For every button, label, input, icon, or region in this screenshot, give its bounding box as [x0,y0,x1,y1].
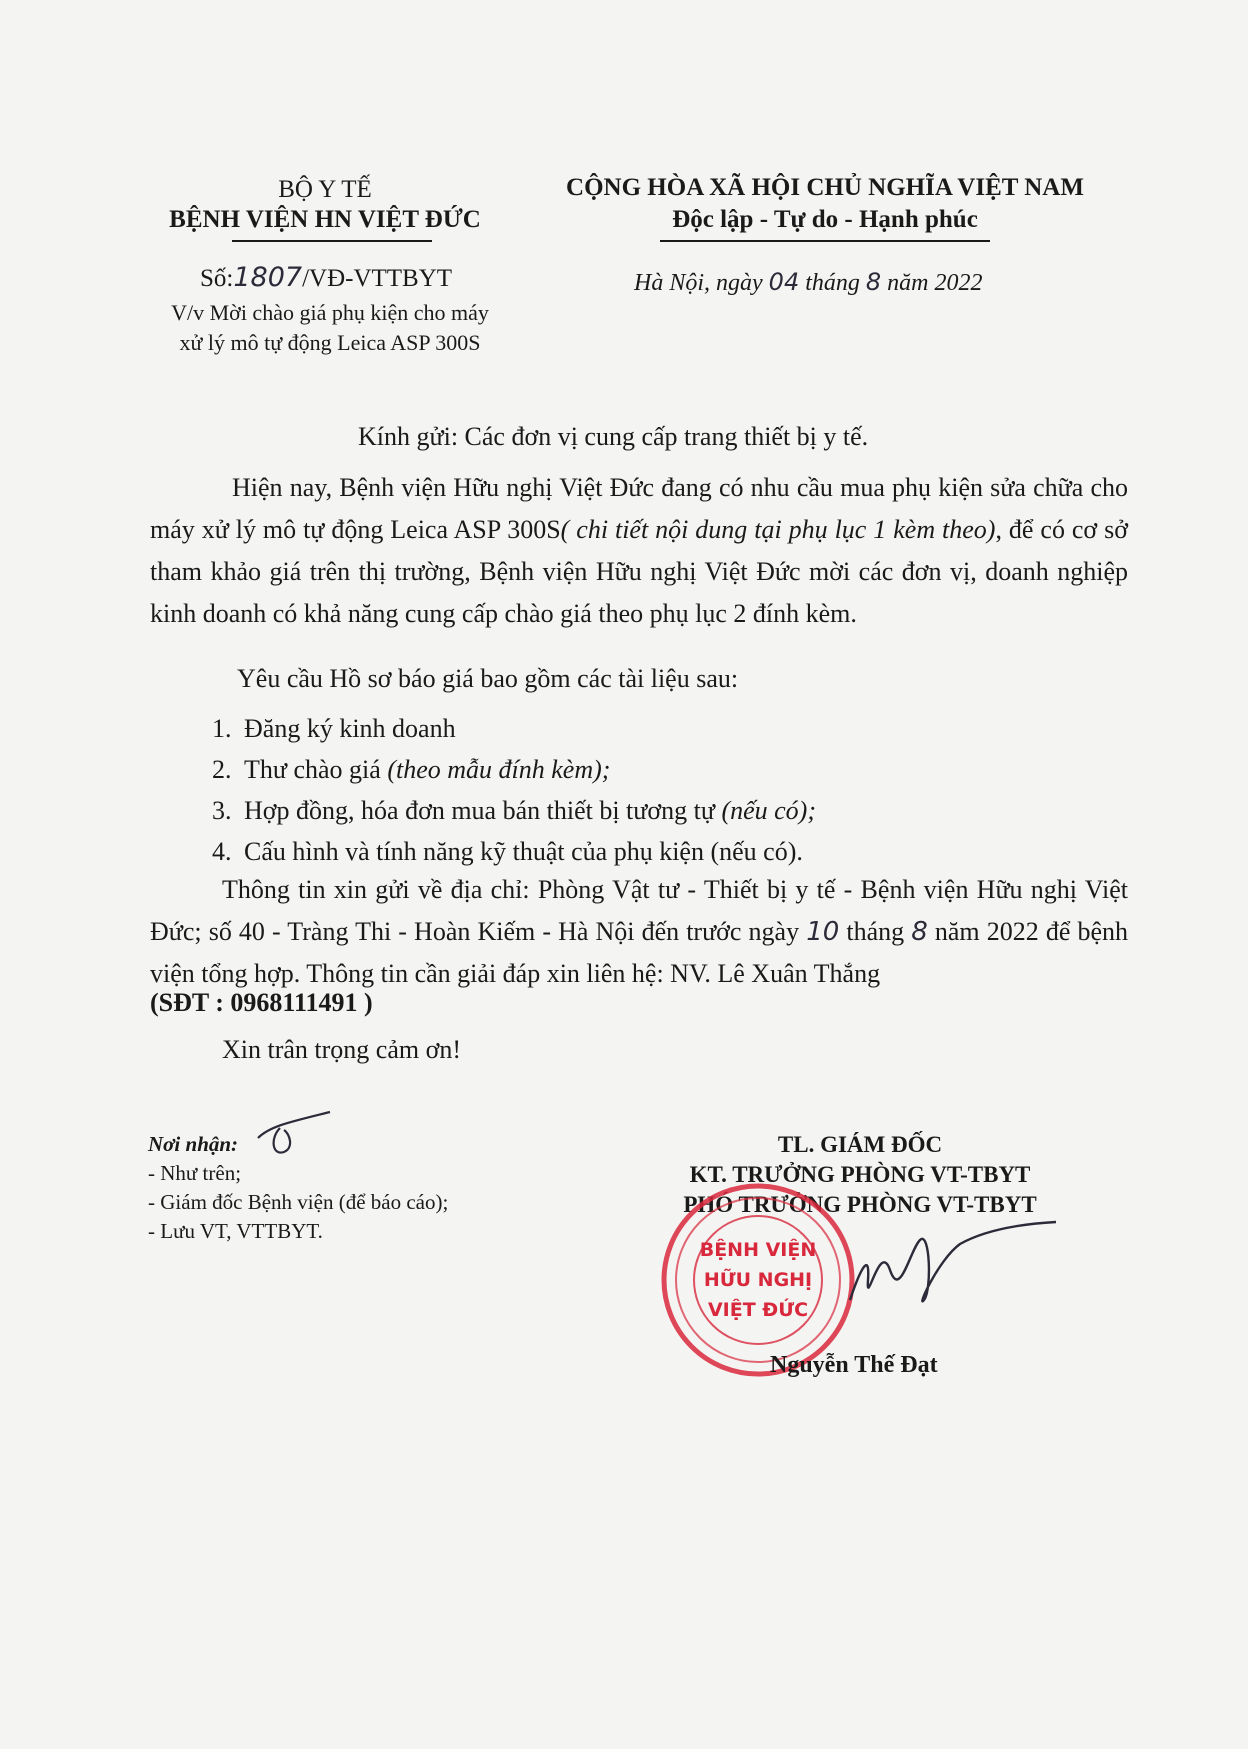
contact-phone: (SĐT : 0968111491 ) [150,988,373,1017]
so-prefix: Số: [200,265,234,292]
item-number: 4. [212,837,232,866]
item-text: Hợp đồng, hóa đơn mua bán thiết bị tương tự [244,796,722,825]
item-note: (nếu có); [721,796,816,825]
contact-day-handwritten: 10 [806,917,840,947]
list-item [212,749,816,790]
so-suffix: /VĐ-VTTBYT [302,265,453,292]
list-item [212,790,816,831]
contact-text-cont: năm 2022 để bệnh viện tổng hợp. Thông tin cần giải đáp xin liên hệ: NV. Lê Xuân Thắng [150,917,1129,988]
subject [130,298,530,358]
stamp-text-3: VIỆT ĐỨC [707,1299,809,1321]
nation-title: CỘNG HÒA XÃ HỘI CHỦ NGHĨA VIỆT NAM [566,174,1084,201]
recipient-item: - Như trên; [148,1161,242,1185]
item-number: 1. [212,714,232,743]
date-day-handwritten: 04 [768,268,800,296]
motto-underline [660,240,990,242]
item-number: 2. [212,755,232,784]
recipient-item: - Lưu VT, VTTBYT. [148,1219,323,1243]
signature-title-1: TL. GIÁM ĐỐC [777,1132,943,1157]
date-place: Hà Nội, ngày [634,270,763,296]
contact-text: Thông tin xin gửi về địa chỉ: Phòng Vật tư - Thiết bị y tế - Bệnh viện Hữu nghị Việt Đức; số 40 - Tràng Thi - Hoàn Kiếm - Hà Nội đến trước ngày [150,875,1128,946]
handwritten-signature [820,1220,1060,1330]
stamp-text-1: BỆNH VIỆN [699,1239,817,1261]
issue-date [634,268,983,297]
signer-name: Nguyễn Thế Đạt [770,1352,938,1378]
list-item [212,708,816,749]
ministry-name: BỘ Y TẾ [278,176,372,203]
subject-line-2: xử lý mô tự động Leica ASP 300S [179,330,481,355]
item-note: (theo mẫu đính kèm); [387,755,611,784]
subject-line-1: V/v Mời chào giá phụ kiện cho máy [171,300,489,325]
initial-mark [250,1108,340,1168]
signature-title-2: KT. TRƯỞNG PHÒNG VT-TBYT [689,1162,1031,1187]
para1-italic: ( chi tiết nội dung tại phụ lục 1 kèm theo) [560,515,996,544]
list-item [212,831,816,872]
date-month-handwritten: 8 [865,268,882,296]
item-text: Cấu hình và tính năng kỹ thuật của phụ kiện (nếu có). [244,837,803,866]
para1-text: Hiện nay, Bệnh viện Hữu nghị Việt Đức đang có nhu cầu mua phụ kiện sửa chữa cho máy xử lý mô tự động Leica ASP 300S [150,473,1128,544]
so-number-handwritten: 1807 [233,262,303,293]
hospital-underline [232,240,432,242]
requirements-list [212,708,816,872]
recipient-item: - Giám đốc Bệnh viện (để báo cáo); [148,1190,449,1214]
contact-month-handwritten: 8 [911,917,928,947]
paragraph-intro [150,467,1128,635]
contact-month-label: tháng [846,917,905,946]
document-number [200,262,452,293]
item-number: 3. [212,796,232,825]
closing-line: Xin trân trọng cảm ơn! [222,1035,462,1064]
item-text: Thư chào giá [244,755,388,784]
requirements-intro: Yêu cầu Hồ sơ báo giá bao gồm các tài liệu sau: [237,664,739,693]
para1-text-cont: , để có cơ sở tham khảo giá trên thị trường, Bệnh viện Hữu nghị Việt Đức mời các đơn vị, doanh nghiệp kinh doanh có khả năng cung cấp chào giá theo phụ lục 2 đính kèm. [150,515,1128,628]
item-text: Đăng ký kinh doanh [244,714,456,743]
date-year: năm 2022 [887,270,983,296]
signature-title-3: PHÓ TRƯỞNG PHÒNG VT-TBYT [683,1192,1037,1217]
date-month-label: tháng [805,270,860,296]
stamp-text-2: HỮU NGHỊ [703,1269,813,1291]
paragraph-contact [150,869,1128,995]
national-motto: Độc lập - Tự do - Hạnh phúc [672,206,978,233]
hospital-name: BỆNH VIỆN HN VIỆT ĐỨC [169,206,481,233]
recipients-title: Nơi nhận: [148,1132,239,1156]
salutation: Kính gửi: Các đơn vị cung cấp trang thiết bị y tế. [358,422,869,451]
